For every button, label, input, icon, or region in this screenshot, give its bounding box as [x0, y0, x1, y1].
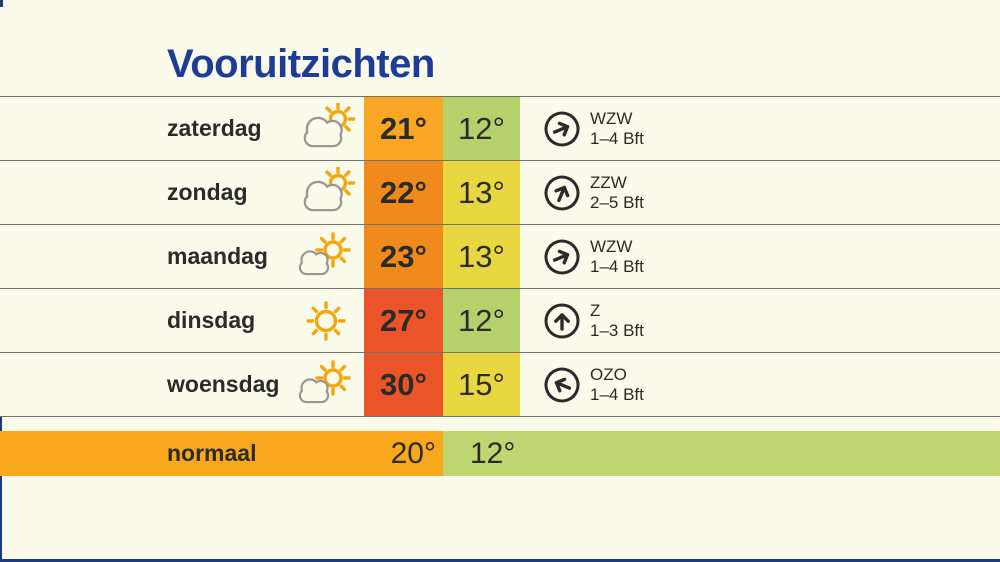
normal-min-segment [443, 431, 1000, 476]
day-label: dinsdag [167, 307, 256, 333]
header [0, 0, 1000, 97]
max-temp-cell: 23° [364, 225, 443, 288]
normal-max-temp: 20° [390, 436, 436, 470]
wind-force: 1–4 Bft [590, 128, 644, 148]
frame-corner-tick [0, 0, 3, 7]
sun-icon [294, 295, 358, 347]
wind-direction: Z [590, 301, 601, 321]
max-temp-cell: 30° [364, 353, 443, 416]
normal-max-segment [0, 431, 443, 476]
page-title: Vooruitzichten [167, 42, 435, 86]
sun-behind-cloud-icon [294, 167, 358, 219]
day-label: maandag [167, 243, 268, 269]
normal-min-temp: 12° [470, 436, 516, 470]
max-temp-cell: 22° [364, 161, 443, 224]
day-label: woensdag [167, 371, 280, 397]
day-label: zondag [167, 179, 248, 205]
wind-force: 1–3 Bft [590, 320, 644, 340]
wind-direction: ZZW [590, 173, 627, 193]
wind-direction: OZO [590, 365, 627, 385]
wind-force: 1–4 Bft [590, 256, 644, 276]
min-temp-cell: 15° [443, 353, 520, 416]
wind-direction-arrow-icon [543, 302, 581, 340]
day-label: zaterdag [167, 115, 262, 141]
wind-direction: WZW [590, 109, 633, 129]
forecast-row-maandag [0, 225, 1000, 289]
wind-force: 1–4 Bft [590, 384, 644, 404]
sun-behind-cloud-icon [294, 103, 358, 155]
sun-small-cloud-icon [294, 231, 358, 283]
spacer [0, 417, 1000, 431]
max-temp-cell: 21° [364, 97, 443, 160]
wind-direction-arrow-icon [537, 232, 587, 282]
min-temp-cell: 12° [443, 97, 520, 160]
wind-direction-arrow-icon [537, 168, 587, 218]
wind-direction-arrow-icon [537, 104, 587, 154]
max-temp-cell: 27° [364, 289, 443, 352]
normal-values-band [0, 431, 1000, 476]
forecast-row-woensdag [0, 353, 1000, 417]
min-temp-cell: 13° [443, 161, 520, 224]
min-temp-cell: 13° [443, 225, 520, 288]
min-temp-cell: 12° [443, 289, 520, 352]
wind-direction-arrow-icon [537, 360, 587, 410]
forecast-row-dinsdag [0, 289, 1000, 353]
sun-small-cloud-icon [294, 359, 358, 411]
normal-label: normaal [167, 440, 257, 466]
forecast-row-zaterdag [0, 97, 1000, 161]
forecast-row-zondag [0, 161, 1000, 225]
wind-force: 2–5 Bft [590, 192, 644, 212]
wind-direction: WZW [590, 237, 633, 257]
